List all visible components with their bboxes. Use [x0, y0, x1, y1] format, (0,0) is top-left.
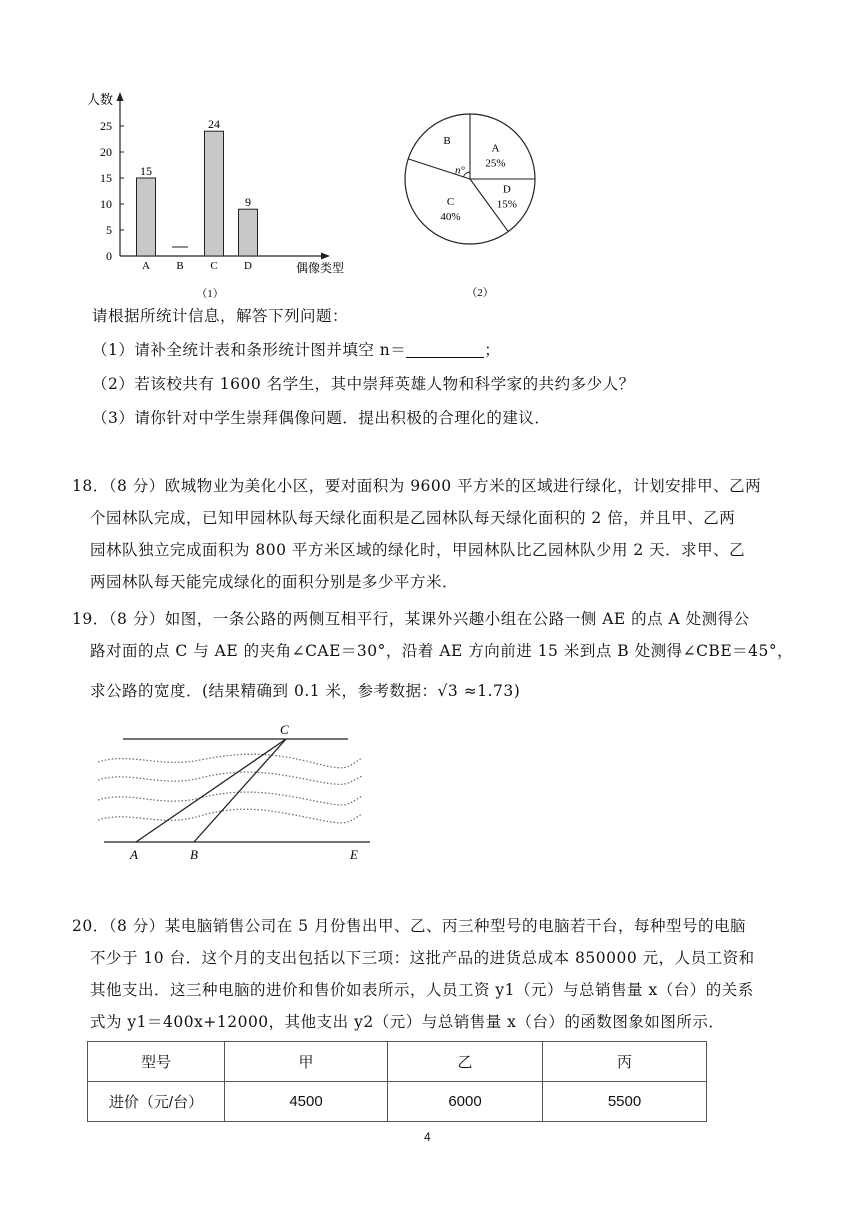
pie-slice-name: D	[502, 183, 511, 196]
q19-line-3: 求公路的宽度．(结果精确到 0.1 米，参考数据：√3 ≈1.73)	[90, 682, 521, 700]
q20-line-1: 20．（8 分）某电脑销售公司在 5 月份售出甲、乙、丙三种型号的电脑若干台，每种型号的电脑	[72, 917, 746, 935]
q17-sub1-end: ；	[484, 341, 501, 359]
road-figure	[90, 718, 380, 866]
table-cell: 6000	[388, 1082, 543, 1122]
x-tick-label: C	[210, 260, 218, 272]
y-tick-label: 15	[100, 171, 112, 185]
table-row	[88, 1082, 707, 1122]
question-19	[72, 603, 793, 707]
x-tick-label: D	[244, 260, 252, 272]
q20-line-2: 不少于 10 台．这个月的支出包括以下三项：这批产品的进货总成本 850000 元，人员工资和	[90, 949, 755, 967]
pie-slice-name: B	[443, 135, 451, 148]
q17-sub1	[92, 334, 500, 366]
q17-sub1-text: （1）请补全统计表和条形统计图并填空 n＝	[92, 341, 407, 359]
bar-value-label: 24	[208, 117, 220, 132]
bar-value-label: 15	[140, 164, 152, 178]
q20-line-3: 其他支出．这三种电脑的进价和售价如表所示，人员工资 y1（元）与总销售量 x（台）的关系	[90, 981, 754, 999]
pie-slice-name: C	[446, 195, 455, 208]
pie-slice-percent: 40%	[440, 210, 461, 223]
point-A-label: A	[130, 847, 138, 862]
y-axis-label: 人数	[87, 92, 114, 107]
q20-line-4: 式为 y1＝400x+12000，其他支出 y2（元）与总销售量 x（台）的函数图象如图所示．	[90, 1013, 725, 1031]
answer-blank	[406, 339, 484, 358]
bar-value-label: 9	[245, 195, 251, 210]
q18-line-4: 两园林队每天能完成绿化的面积分别是多少平方米．	[90, 573, 459, 591]
page-number: 4	[424, 1130, 431, 1144]
pie-slice-name: A	[491, 142, 500, 155]
pie-chart	[395, 94, 555, 304]
point-E-label: E	[350, 847, 358, 862]
q17-sub2: （2）若该校共有 1600 名学生，其中崇拜英雄人物和科学家的共约多少人？	[92, 375, 635, 393]
x-tick-label: A	[142, 260, 150, 272]
question-18	[72, 470, 761, 598]
table-cell: 型号	[88, 1042, 225, 1082]
q17-intro: 请根据所统计信息，解答下列问题：	[92, 307, 349, 325]
figure2-caption: （2）	[466, 287, 494, 299]
figure1-caption: （1）	[196, 288, 224, 300]
y-tick-label: 0	[106, 249, 112, 263]
table-cell: 4500	[225, 1082, 388, 1122]
y-tick-label: 25	[100, 119, 112, 133]
x-tick-label: B	[176, 260, 184, 272]
pie-slice-angle-label: n°	[455, 164, 465, 177]
bar-D	[239, 209, 258, 256]
bar-A	[137, 178, 156, 256]
q18-line-3: 园林队独立完成面积为 800 平方米区域的绿化时，甲园林队比乙园林队少用 2 天．求甲、乙	[90, 541, 746, 559]
table-cell: 乙	[388, 1042, 543, 1082]
q19-line-1: 19．（8 分）如图，一条公路的两侧互相平行，某课外兴趣小组在公路一侧 AE 的点 A 处测得公	[72, 610, 750, 628]
question-20	[72, 910, 755, 1038]
bar-chart	[80, 86, 350, 306]
point-C-label: C	[280, 722, 289, 737]
segment-AC	[136, 739, 286, 842]
table-header-row	[88, 1042, 707, 1082]
x-axis-arrow	[321, 253, 330, 260]
price-table	[87, 1041, 707, 1122]
table-cell: 甲	[225, 1042, 388, 1082]
y-axis-arrow	[117, 92, 124, 101]
segment-BC	[194, 739, 286, 842]
q18-line-2: 个园林队完成，已知甲园林队每天绿化面积是乙园林队每天绿化面积的 2 倍，并且甲、乙两	[90, 509, 736, 527]
bar-C	[205, 131, 224, 256]
q18-line-1: 18．（8 分）欧城物业为美化小区，要对面积为 9600 平方米的区域进行绿化，计划安排甲、乙两	[72, 477, 762, 495]
table-cell: 5500	[543, 1082, 707, 1122]
q19-line-2: 路对面的点 C 与 AE 的夹角∠CAE＝30°，沿着 AE 方向前进 15 米到点 B 处测得∠CBE＝45°，	[90, 642, 794, 660]
y-tick-label: 10	[100, 197, 112, 211]
river-wave-lines	[98, 754, 362, 823]
y-tick-label: 5	[106, 223, 112, 237]
pie-slice-percent: 15%	[496, 198, 517, 211]
table-cell: 丙	[543, 1042, 707, 1082]
table-cell: 进价（元/台）	[88, 1082, 225, 1122]
y-tick-label: 20	[100, 145, 112, 159]
q17-sub3: （3）请你针对中学生崇拜偶像问题．提出积极的合理化的建议．	[92, 409, 551, 427]
pie-slice-percent: 25%	[485, 157, 506, 170]
point-B-label: B	[190, 847, 198, 862]
x-axis-label: 偶像类型	[296, 261, 345, 275]
